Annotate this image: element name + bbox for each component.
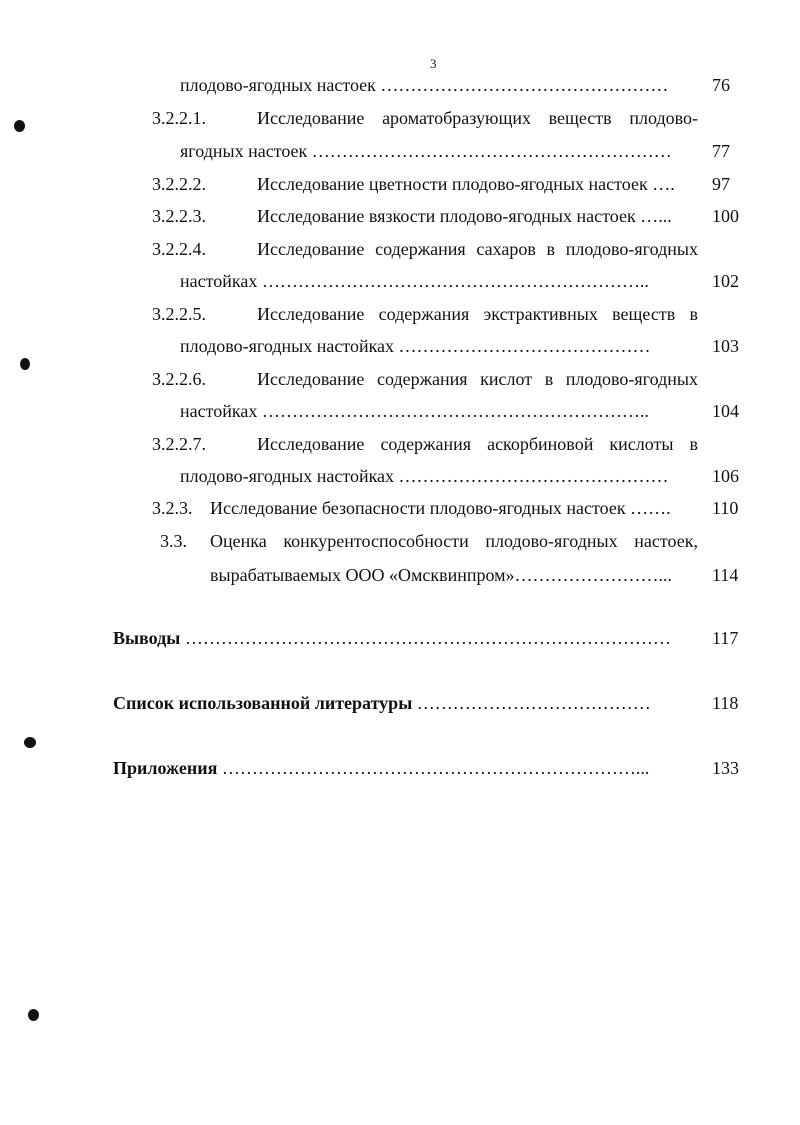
toc-entry-number: 3.2.2.6. — [152, 369, 206, 389]
page-number: 3 — [430, 56, 437, 71]
scan-speck — [14, 120, 25, 132]
toc-entry-title: Исследование цветности плодово-ягодных настоек …. — [257, 174, 675, 194]
toc-entry-number: 3.2.2.2. — [152, 174, 206, 194]
toc-page-number: 103 — [712, 336, 739, 356]
toc-entry-title-line: Исследование содержания аскорбиновой кислоты в — [257, 434, 698, 454]
toc-page-number: 97 — [712, 174, 730, 194]
dot-leader: ……………………………………………………………………… — [184, 628, 671, 648]
toc-entry-number: 3.2.2.1. — [152, 108, 206, 128]
toc-entry-number: 3.2.2.3. — [152, 206, 206, 226]
toc-page-number: 104 — [712, 401, 739, 421]
toc-entry-title-line: вырабатываемых ООО «Омсквинпром»……………………... — [210, 565, 673, 585]
dot-leader: ……………………………………………………………... — [221, 758, 650, 778]
toc-entry-number: 3.2.3. — [152, 498, 193, 518]
toc-references-title: Список использованной литературы — [113, 693, 417, 713]
toc-appendices-title: Приложения — [113, 758, 222, 778]
toc-page-number: 76 — [712, 75, 730, 95]
toc-conclusions — [113, 627, 671, 649]
toc-entry-title-line: плодово-ягодных настойках …………………………………… — [180, 336, 651, 356]
toc-appendices — [113, 757, 649, 779]
dot-leader: ………………………………… — [416, 693, 651, 713]
scan-speck — [20, 358, 30, 370]
toc-entry-continuation: плодово-ягодных настоек ………………………………………… — [180, 75, 669, 95]
toc-entry-number: 3.2.2.4. — [152, 239, 206, 259]
toc-entry-title-line: ягодных настоек …………………………………………………… — [180, 141, 672, 161]
toc-page-number: 102 — [712, 271, 739, 291]
toc-page-number: 118 — [712, 693, 739, 713]
toc-entry-title-line: Исследование содержания экстрактивных веществ в — [257, 304, 698, 324]
toc-entry-number: 3.3. — [160, 531, 187, 551]
toc-page-number: 110 — [712, 498, 739, 518]
toc-page-number: 133 — [712, 758, 739, 778]
toc-conclusions-title: Выводы — [113, 628, 185, 648]
toc-entry-title: Исследование безопасности плодово-ягодных настоек ……. — [210, 498, 671, 518]
toc-entry-number: 3.2.2.5. — [152, 304, 206, 324]
toc-page-number: 106 — [712, 466, 739, 486]
toc-entry-title: Исследование вязкости плодово-ягодных настоек …... — [257, 206, 672, 226]
toc-page-number: 114 — [712, 565, 739, 585]
toc-entry-title-line: настойках ……………………………………………………….. — [180, 271, 649, 291]
toc-entry-title-line: Исследование ароматобразующих веществ плодово- — [257, 108, 698, 128]
toc-entry-title-line: настойках ……………………………………………………….. — [180, 401, 649, 421]
toc-entry-title-line: Оценка конкурентоспособности плодово-ягодных настоек, — [210, 531, 698, 551]
toc-entry-number: 3.2.2.7. — [152, 434, 206, 454]
toc-entry-title-line: плодово-ягодных настойках ……………………………………… — [180, 466, 669, 486]
scan-speck — [24, 737, 36, 748]
toc-entry-title-line: Исследование содержания сахаров в плодово-ягодных — [257, 239, 698, 259]
scan-speck — [28, 1009, 39, 1021]
toc-page-number: 117 — [712, 628, 739, 648]
toc-references — [113, 692, 651, 714]
toc-page-number: 100 — [712, 206, 739, 226]
toc-page-number: 77 — [712, 141, 730, 161]
toc-entry-title-line: Исследование содержания кислот в плодово-ягодных — [257, 369, 698, 389]
